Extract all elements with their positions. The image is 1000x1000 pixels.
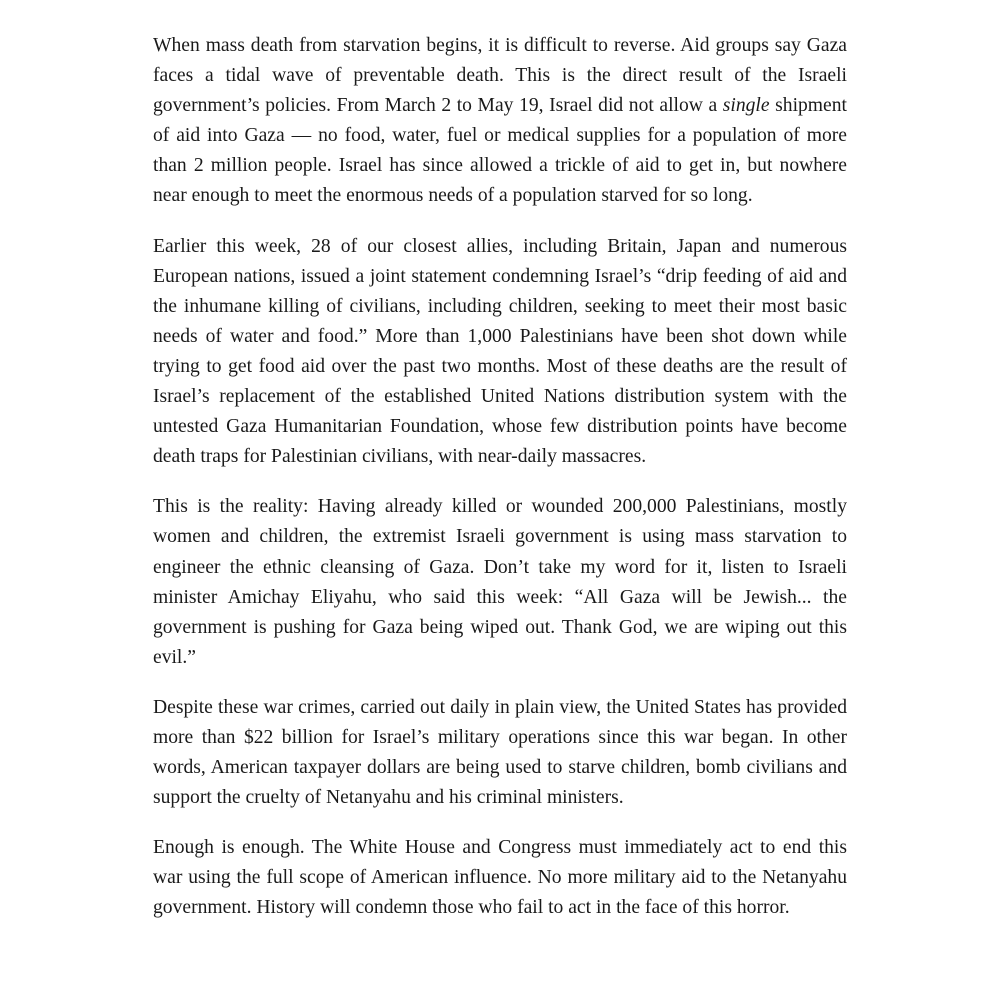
- emphasis-single: single: [722, 95, 770, 117]
- paragraph-reality: This is the reality: Having already killed or wounded 200,000 Palestinians, mostly women and children, the extremist Israeli government is using mass starvation to engineer the ethnic cleansing of Gaza. Don’t take my word for it, listen to Israeli minister Amichay Eliyahu, who said this week: “All Gaza will be Jewish... the government is pushing for Gaza being wiped out. Thank God, we are wiping out this evil.”: [153, 496, 847, 668]
- paragraph-starvation-text-end: shipment of aid into Gaza — no food, water, fuel or medical supplies for a population of more than 2 million people. Israel has since allowed a trickle of aid to get in, but nowhere near enough to meet the enormous needs of a population starved for so long.: [153, 95, 847, 207]
- paragraph-starvation: [153, 31, 847, 212]
- article-body: [153, 31, 847, 924]
- paragraph-allies-statement: Earlier this week, 28 of our closest allies, including Britain, Japan and numerous European nations, issued a joint statement condemning Israel’s “drip feeding of aid and the inhumane killing of civilians, including children, seeking to meet their most basic needs of water and food.” More than 1,000 Palestinians have been shot down while trying to get food aid over the past two months. Most of these deaths are the result of Israel’s replacement of the established United Nations distribution system with the untested Gaza Humanitarian Foundation, whose few distribution points have become death traps for Palestinian civilians, with near-daily massacres.: [153, 235, 847, 468]
- paragraph-us-funding: Despite these war crimes, carried out daily in plain view, the United States has provided more than $22 billion for Israel’s military operations since this war began. In other words, American taxpayer dollars are being used to starve children, bomb civilians and support the cruelty of Netanyahu and his criminal ministers.: [153, 696, 847, 809]
- paragraph-starvation-text-start: When mass death from starvation begins, it is difficult to reverse. Aid groups say Gaza faces a tidal wave of preventable death. This is the direct result of the Israeli government’s policies. From March 2 to May 19, Israel did not allow a: [153, 35, 847, 117]
- paragraph-call-to-action: Enough is enough. The White House and Congress must immediately act to end this war using the full scope of American influence. No more military aid to the Netanyahu government. History will condemn those who fail to act in the face of this horror.: [153, 837, 847, 919]
